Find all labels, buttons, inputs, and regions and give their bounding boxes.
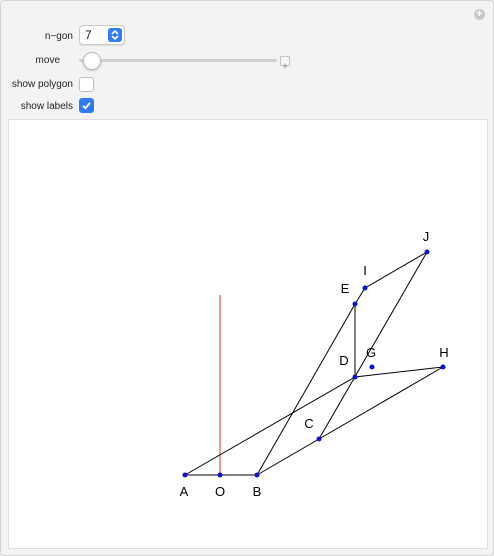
segment-bh xyxy=(257,367,443,475)
figure-svg xyxy=(9,120,487,548)
label-d: D xyxy=(339,353,349,368)
point-o xyxy=(218,473,223,478)
segment-ad xyxy=(185,377,355,475)
ngon-select[interactable] xyxy=(79,25,125,45)
point-c xyxy=(317,437,322,442)
show-labels-label: show labels xyxy=(20,101,73,112)
point-h xyxy=(441,365,446,370)
point-j xyxy=(425,250,430,255)
point-b xyxy=(255,473,260,478)
plus-circle-icon[interactable]: + xyxy=(474,9,485,20)
point-d xyxy=(353,375,358,380)
move-label: move xyxy=(35,55,60,66)
label-i: I xyxy=(363,263,367,278)
up-down-arrows-icon xyxy=(108,28,122,42)
show-polygon-checkbox[interactable] xyxy=(79,77,94,92)
move-slider-thumb[interactable] xyxy=(83,52,101,70)
slider-expand-icon[interactable] xyxy=(280,56,290,66)
point-g xyxy=(370,365,375,370)
segment-dh xyxy=(355,367,443,377)
point-i xyxy=(363,286,368,291)
label-j: J xyxy=(422,229,430,244)
segment-ei xyxy=(355,288,365,304)
show-polygon-label: show polygon xyxy=(11,79,73,90)
show-labels-checkbox[interactable] xyxy=(79,98,94,113)
move-slider-track[interactable] xyxy=(79,59,277,62)
label-c: C xyxy=(304,416,314,431)
label-e: E xyxy=(340,281,350,296)
figure-canvas xyxy=(8,119,488,549)
segment-be xyxy=(257,304,355,475)
ngon-value: 7 xyxy=(85,28,92,42)
point-e xyxy=(353,302,358,307)
label-h: H xyxy=(439,345,449,360)
label-a: A xyxy=(179,484,189,499)
point-a xyxy=(183,473,188,478)
ngon-label: n−gon xyxy=(44,31,73,42)
checkmark-icon xyxy=(80,99,93,112)
label-b: B xyxy=(252,484,262,499)
label-g: G xyxy=(365,345,377,360)
segment-ij xyxy=(365,252,427,288)
label-o: O xyxy=(214,484,226,499)
